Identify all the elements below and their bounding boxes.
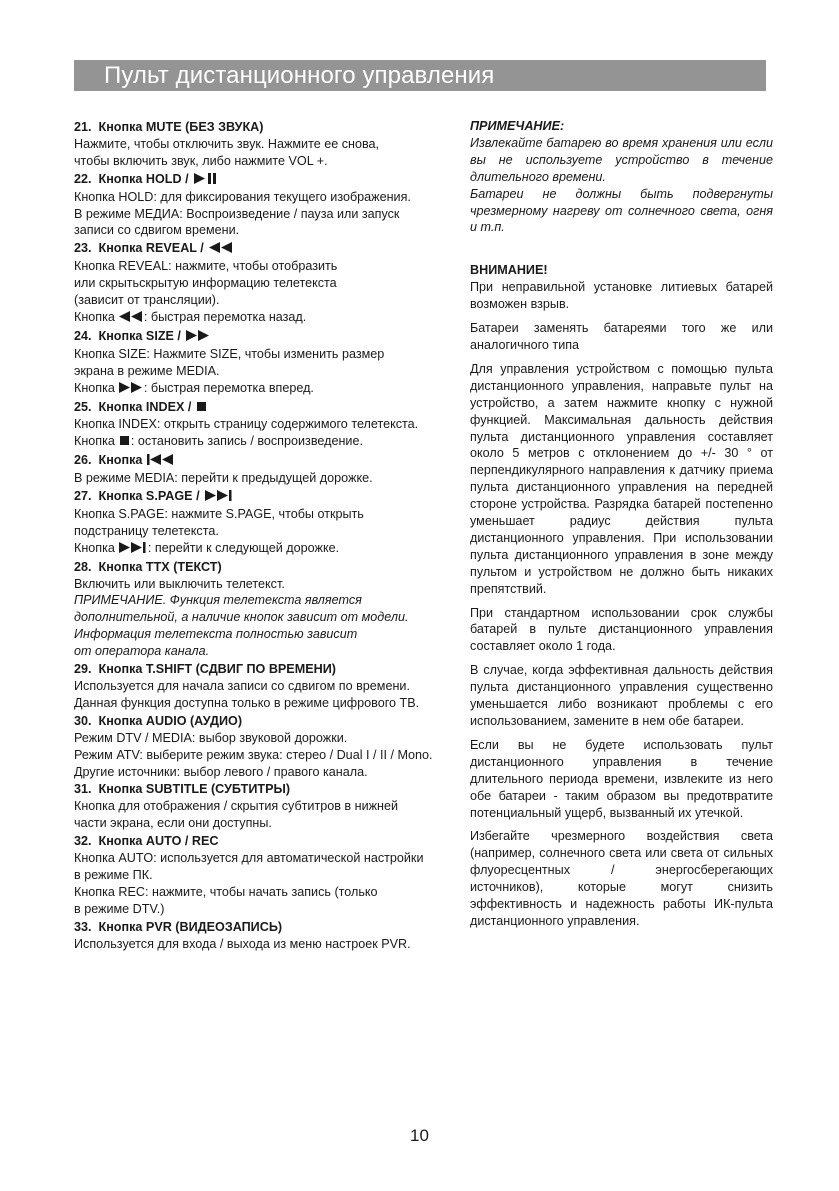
button-description-heading	[74, 399, 466, 417]
item-description-line: Кнопка AUTO: используется для автоматической настройки	[74, 851, 424, 866]
item-title: Кнопка MUTE (БЕЗ ЗВУКА)	[98, 120, 264, 134]
stop-icon	[119, 434, 130, 451]
next-track-icon	[119, 541, 147, 558]
warning-paragraph: Избегайте чрезмерного воздействия света (например, солнечного света или света от сильных флуоресцентных / энергосберегающих источников), которые могут снизить эффективность и надежность работы ИК-пульта дистанционного управления.	[470, 829, 773, 928]
item-note-line: от оператора канала.	[74, 644, 210, 659]
stop-icon	[196, 400, 207, 417]
button-description-heading	[74, 452, 466, 470]
fast-forward-icon	[186, 329, 210, 346]
item-title: Кнопка TTX (ТЕКСТ)	[98, 559, 222, 574]
item-number: 29.	[74, 662, 92, 677]
symbol-line-prefix: Кнопка	[74, 434, 115, 449]
item-description-line: экрана в режиме MEDIA.	[74, 363, 220, 378]
button-description-heading	[74, 488, 466, 506]
item-title: Кнопка HOLD /	[98, 171, 189, 186]
item-note-line: дополнительной, а наличие кнопок зависит от модели.	[74, 610, 409, 625]
previous-track-icon	[147, 453, 175, 470]
item-description-line: В режиме МЕДИА: Воспроизведение / пауза или запуск	[74, 206, 400, 221]
item-description-line: в режиме ПК.	[74, 867, 153, 882]
item-title: Кнопка T.SHIFT (СДВИГ ПО ВРЕМЕНИ)	[98, 662, 336, 677]
symbol-line-text: : быстрая перемотка назад.	[143, 309, 307, 324]
page-number: 10	[410, 1126, 429, 1145]
item-title: Кнопка SIZE /	[98, 328, 181, 343]
button-description-heading	[74, 328, 466, 346]
button-description-heading	[74, 559, 466, 576]
item-title: Кнопка PVR (ВИДЕОЗАПИСЬ)	[98, 919, 283, 934]
rewind-icon	[119, 310, 143, 327]
item-number: 27.	[74, 489, 92, 504]
item-number: 22.	[74, 171, 92, 186]
item-description-line: Включить или выключить телетекст.	[74, 576, 285, 591]
item-description-line: (зависит от трансляции).	[74, 293, 220, 308]
item-description-line: части экрана, если они доступны.	[74, 816, 272, 831]
symbol-line-text: : остановить запись / воспроизведение.	[130, 434, 363, 449]
next-track-icon	[205, 489, 233, 506]
item-number: 32.	[74, 834, 92, 849]
symbol-line-text: : быстрая перемотка вперед.	[143, 380, 314, 395]
button-description-heading	[74, 240, 466, 258]
item-note-line: Информация телетекста полностью зависит	[74, 627, 358, 642]
item-symbol-line	[74, 309, 466, 327]
button-description-heading	[74, 919, 466, 936]
item-description-line: Используется для входа / выхода из меню настроек PVR.	[74, 936, 411, 951]
button-description-heading	[74, 119, 466, 136]
item-description-line: В режиме MEDIA: перейти к предыдущей дорожке.	[74, 471, 373, 486]
button-description-heading	[74, 833, 466, 850]
item-symbol-line	[74, 433, 466, 451]
item-title: Кнопка SUBTITLE (СУБТИТРЫ)	[98, 782, 291, 797]
item-number: 30.	[74, 713, 92, 728]
item-description-line: Нажмите, чтобы отключить звук. Нажмите ее снова,	[74, 136, 380, 151]
warning-heading: ВНИМАНИЕ!	[470, 263, 548, 278]
left-column	[74, 118, 466, 953]
item-description-line: Используется для начала записи со сдвигом по времени.	[74, 679, 410, 693]
item-description-line: Кнопка S.PAGE: нажмите S.PAGE, чтобы открыть	[74, 506, 364, 521]
symbol-line-prefix: Кнопка	[74, 309, 115, 324]
symbol-line-prefix: Кнопка	[74, 540, 115, 555]
item-description-line: чтобы включить звук, либо нажмите VOL +.	[74, 153, 328, 168]
rewind-icon	[209, 241, 233, 258]
symbol-line-text: : перейти к следующей дорожке.	[147, 540, 340, 555]
item-number: 24.	[74, 328, 92, 343]
item-number: 21.	[74, 120, 92, 134]
item-title: Кнопка AUTO / REC	[98, 834, 219, 849]
item-number: 31.	[74, 782, 92, 797]
note-heading: ПРИМЕЧАНИЕ:	[470, 119, 565, 133]
item-description-line: в режиме DTV.)	[74, 901, 165, 916]
right-column	[470, 118, 773, 937]
item-description-line: подстраницу телетекста.	[74, 523, 219, 538]
item-note-line: ПРИМЕЧАНИЕ. Функция телетекста является	[74, 593, 362, 608]
item-symbol-line	[74, 380, 466, 398]
item-number: 28.	[74, 559, 92, 574]
item-description-line: Режим DTV / MEDIA: выбор звуковой дорожки.	[74, 730, 348, 745]
item-number: 25.	[74, 399, 92, 414]
button-description-heading	[74, 171, 466, 189]
section-title-bar	[74, 60, 766, 91]
symbol-line-prefix: Кнопка	[74, 380, 115, 395]
item-description-line: Кнопка SIZE: Нажмите SIZE, чтобы изменить размер	[74, 346, 385, 361]
note-paragraph: Извлекайте батарею во время хранения или если вы не используете устройство в течение длительного времени.	[470, 135, 773, 184]
button-description-heading	[74, 661, 466, 678]
note-paragraph: Батареи не должны быть подвергнуты чрезмерному нагреву от солнечного света, огня и т.п.	[470, 186, 773, 235]
item-description-line: Кнопка REVEAL: нажмите, чтобы отобразить	[74, 259, 338, 274]
item-title: Кнопка REVEAL /	[98, 241, 204, 256]
button-description-heading	[74, 713, 466, 730]
item-number: 23.	[74, 241, 92, 256]
warning-paragraph: При неправильной установке литиевых батарей возможен взрыв.	[470, 280, 773, 312]
item-description-line: Другие источники: выбор левого / правого канала.	[74, 764, 368, 779]
play-pause-icon	[194, 172, 218, 189]
item-title: Кнопка	[98, 453, 143, 468]
warning-paragraph: При стандартном использовании срок службы батарей в пульте дистанционного управления составляет около 1 года.	[470, 605, 773, 654]
item-description-line: Кнопка INDEX: открыть страницу содержимого телетекста.	[74, 417, 419, 432]
warning-paragraph: Если вы не будете использовать пульт дистанционного управления в течение длительного периода времени, извлеките из него обе батареи - таким образом вы предотвратите потенциальный ущерб, вызванный их утечкой.	[470, 737, 773, 820]
item-title: Кнопка INDEX /	[98, 399, 192, 414]
item-description-line: Кнопка REC: нажмите, чтобы начать запись (только	[74, 884, 378, 899]
item-number: 26.	[74, 453, 92, 468]
item-description-line: записи со сдвигом времени.	[74, 223, 240, 238]
page-title: Пульт дистанционного управления	[104, 62, 495, 89]
fast-forward-icon	[119, 381, 143, 398]
item-description-line: Режим ATV: выберите режим звука: стерео / Dual I / II / Mono.	[74, 747, 433, 762]
warning-paragraph: Батареи заменять батареями того же или аналогичного типа	[470, 321, 773, 352]
button-description-heading	[74, 781, 466, 798]
item-number: 33.	[74, 919, 92, 934]
warning-paragraph: Для управления устройством с помощью пульта дистанционного управления, направьте пульт на устройство, а затем нажмите кнопку с нужной функцией. Максимальная дальность действия пульта дистанционного управления составляет около 5 метров с отклонением до +/- 30 ° от перпендикулярного направления к датчику приема пульта дистанционного управления на передней стороне устройства. Разрядка батарей постепенно уменьшает радиус действия пульта дистанционного управления. При использовании пульта дистанционного управления в зоне между пультом и устройством не должно быть никаких препятствий.	[470, 361, 773, 596]
warning-paragraph: В случае, когда эффективная дальность действия пульта дистанционного управления существенно уменьшается либо возникают проблемы с его использованием, замените в нем обе батареи.	[470, 663, 773, 728]
item-description-line: Кнопка для отображения / скрытия субтитров в нижней	[74, 799, 399, 814]
item-title: Кнопка S.PAGE /	[98, 489, 200, 504]
item-description-line: Данная функция доступна только в режиме цифрового ТВ.	[74, 695, 420, 710]
item-symbol-line	[74, 540, 466, 558]
item-title: Кнопка AUDIO (АУДИО)	[98, 713, 243, 728]
item-description-line: или скрытьскрытую информацию телетекста	[74, 276, 337, 291]
item-description-line: Кнопка HOLD: для фиксирования текущего изображения.	[74, 189, 411, 204]
